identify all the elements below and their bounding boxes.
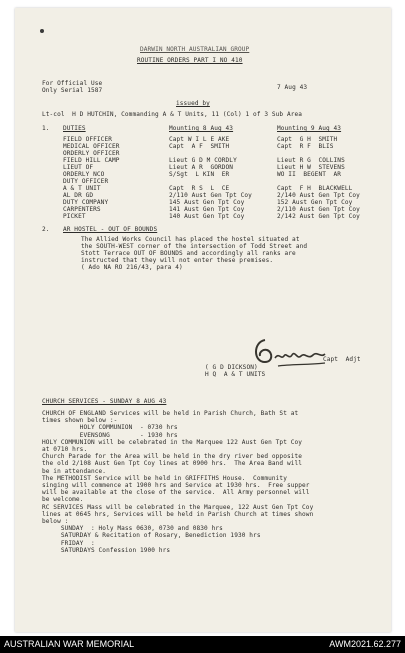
duty-assignment-8-aug: Capt W I L E AKE xyxy=(169,136,230,143)
duty-label: ORDERLY NCO xyxy=(63,171,105,178)
section-2-line: instructed that they will not enter these premises. xyxy=(81,257,274,264)
church-heading: CHURCH SERVICES - SUNDAY 8 AUG 43 xyxy=(42,398,167,405)
duty-assignment-8-aug: Lieut A R GORDON xyxy=(169,164,234,171)
church-service-line: be in attendance. xyxy=(42,467,107,475)
serial-line: Only Serial 1587 xyxy=(42,87,103,94)
duty-label: ORDERLY OFFICER xyxy=(63,150,120,157)
section-2-number: 2. xyxy=(42,226,50,233)
duty-assignment-9-aug: 2/142 Aust Gen Tpt Coy xyxy=(277,213,360,220)
church-service-line: singing will commence at 1900 hrs and Service at 1930 hrs. Free supper xyxy=(42,482,310,489)
duty-assignment-9-aug: WO II BEGENT AR xyxy=(277,171,342,178)
column-heading-2: Mounting 9 Aug 43 xyxy=(277,125,342,132)
church-service-line: FRIDAY : xyxy=(42,539,95,547)
duty-label: AL DR GD xyxy=(63,192,94,199)
duty-assignment-9-aug: Lieut R G COLLINS xyxy=(277,157,345,164)
duty-assignment-9-aug: Capt F H BLACKWELL xyxy=(277,185,353,192)
duty-label: LIEUT OF xyxy=(63,164,94,171)
column-heading-1: Mounting 8 Aug 43 xyxy=(169,125,234,132)
archive-footer xyxy=(0,636,405,653)
church-service-line: The METHODIST Service will be held in GRIFFITHS House. Community xyxy=(42,474,287,482)
duty-assignment-9-aug: Capt G H SMITH xyxy=(277,136,338,143)
signatory-name: ( G D DICKSON) xyxy=(205,364,258,371)
pin-hole xyxy=(40,29,44,33)
duty-label: DUTY OFFICER xyxy=(63,178,109,185)
doc-title: DARWIN NORTH AUSTRALIAN GROUP xyxy=(140,46,250,53)
section-1-heading: DUTIES xyxy=(63,125,86,132)
section-2-line: Stott Terrace OUT OF BOUNDS and accordingly all ranks are xyxy=(81,250,296,257)
church-service-line: SATURDAYS Confession 1900 hrs xyxy=(42,546,171,554)
footer-institution: AUSTRALIAN WAR MEMORIAL xyxy=(4,639,135,649)
duty-label: MEDICAL OFFICER xyxy=(63,143,120,150)
doc-date: 7 Aug 43 xyxy=(277,84,308,91)
section-2-line: ( Ado NA RO 216/43, para 4) xyxy=(81,264,183,271)
document-page xyxy=(15,8,391,632)
church-service-line: CHURCH OF ENGLAND Services will be held in Parish Church, Bath St at xyxy=(42,410,299,417)
duty-label: FIELD HILL CAMP xyxy=(63,157,120,164)
duty-label: PICKET xyxy=(63,213,86,220)
duty-assignment-8-aug: 145 Aust Gen Tpt Coy xyxy=(169,199,245,206)
doc-subtitle: ROUTINE ORDERS PART I NO 410 xyxy=(137,57,243,64)
section-1-number: 1. xyxy=(42,125,50,132)
footer-accession-number: AWM2021.62.277 xyxy=(329,639,401,649)
church-service-line: below : xyxy=(42,518,69,525)
section-2-heading: AR HOSTEL - OUT OF BOUNDS xyxy=(63,226,158,233)
issued-by: issued by xyxy=(176,100,210,107)
church-service-line: SUNDAY : Holy Mass 0630, 0730 and 0830 hrs xyxy=(42,525,223,533)
duty-assignment-9-aug: 2/110 Aust Gen Tpt Coy xyxy=(277,206,360,213)
duty-assignment-9-aug: Lieut H W STEVENS xyxy=(277,164,345,171)
duty-label: DUTY COMPANY xyxy=(63,199,109,206)
duty-assignment-8-aug: 2/110 Aust Gen Tpt Coy xyxy=(169,192,252,199)
duty-assignment-8-aug: Lieut G D M CORDLY xyxy=(169,157,237,164)
section-2-line: the SOUTH-WEST corner of the intersection of Todd Street and xyxy=(81,243,308,250)
duty-label: CARPENTERS xyxy=(63,206,101,213)
duty-assignment-9-aug: 152 Aust Gen Tpt Coy xyxy=(277,199,353,206)
duty-assignment-8-aug: 141 Aust Gen Tpt Coy xyxy=(169,206,245,213)
church-service-line: will be available at the close of the service. All Army personnel will xyxy=(42,489,310,497)
church-service-line: the old 2/108 Aust Gen Tpt Coy lines at 0900 hrs. The Area Band will xyxy=(42,460,303,468)
duty-assignment-8-aug: 140 Aust Gen Tpt Coy xyxy=(169,213,245,220)
church-service-line: EVENSONG - 1930 hrs xyxy=(42,431,178,439)
duty-label: A & T UNIT xyxy=(63,185,101,192)
duty-assignment-8-aug: Capt A F SMITH xyxy=(169,143,230,150)
church-service-line: times shown below :- xyxy=(42,417,118,425)
section-2-line: The Allied Works Council has placed the hostel situated at xyxy=(81,236,300,243)
church-service-line: be welcome. xyxy=(42,496,84,504)
church-service-line: RC SERVICES Mass will be celebrated in the Marquee, 122 Aust Gen Tpt Coy xyxy=(42,503,314,511)
duty-assignment-8-aug: S/Sgt L KIN ER xyxy=(169,171,230,178)
handwritten-signature xyxy=(251,330,321,370)
duty-assignment-8-aug: Capt R S L CE xyxy=(169,185,230,192)
church-service-line: SATURDAY & Recitation of Rosary, Benediction 1930 hrs xyxy=(42,532,261,540)
church-service-line: lines at 0645 hrs, Services will be held in Parish Church at times shown xyxy=(42,510,314,518)
duty-label: FIELD OFFICER xyxy=(63,136,112,143)
duty-assignment-9-aug: 2/140 Aust Gen Tpt Coy xyxy=(277,192,360,199)
church-service-line: HOLY COMMUNION will be celebrated in the Marquee 122 Aust Gen Tpt Coy xyxy=(42,438,303,446)
official-use: For Official Use xyxy=(42,80,103,87)
signatory-unit: H Q A & T UNITS xyxy=(205,371,266,378)
church-service-line: HOLY COMMUNION - 0730 hrs xyxy=(42,424,178,432)
church-service-line: at 0710 hrs. xyxy=(42,446,88,453)
church-service-line: Church Parade for the Area will be held in the dry river bed opposite xyxy=(42,453,303,461)
issued-line: Lt-col H D HUTCHIN, Commanding A & T Units, 11 (Col) 1 of 3 Sub Area xyxy=(42,111,303,118)
signatory-rank: Capt Adjt xyxy=(323,356,361,363)
duty-assignment-9-aug: Capt R F BLIS xyxy=(277,143,334,150)
